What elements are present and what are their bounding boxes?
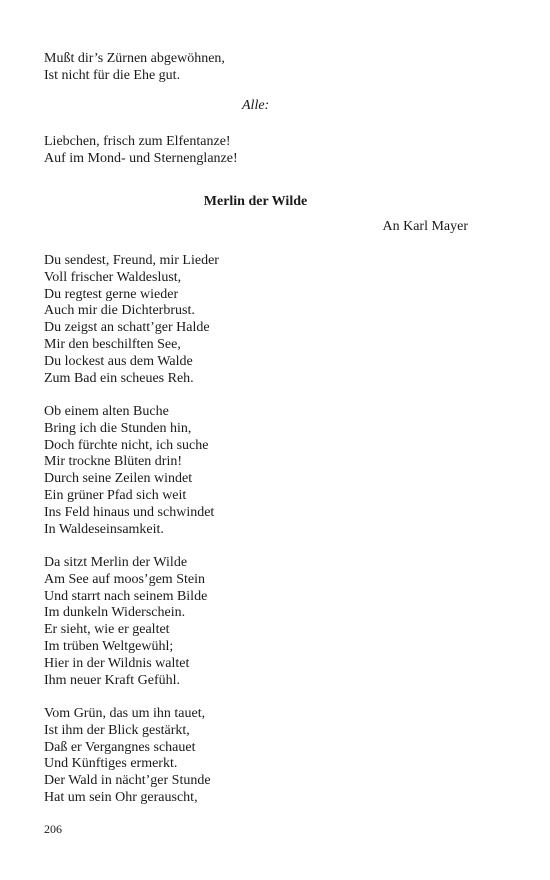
chorus-stanza <box>44 134 238 168</box>
verse-line: Hier in der Wildnis waltet <box>44 655 190 671</box>
verse-line: Auch mir die Dichterbrust. <box>44 303 195 319</box>
poem-stanza-3 <box>44 555 207 689</box>
verse-line: Ihm neuer Kraft Gefühl. <box>44 672 181 688</box>
page-number: 206 <box>44 822 62 836</box>
verse-line: Ob einem alten Buche <box>44 404 169 419</box>
verse-line: Bring ich die Stunden hin, <box>44 420 192 436</box>
verse-line: Du regtest gerne wieder <box>44 286 179 302</box>
verse-line: Voll frischer Waldeslust, <box>44 269 182 285</box>
verse-line: Vom Grün, das um ihn tauet, <box>44 706 206 721</box>
verse-line: Er sieht, wie er gealtet <box>44 622 170 638</box>
verse-line: Und Künftiges ermerkt. <box>44 756 178 772</box>
verse-line: Zum Bad ein scheues Reh. <box>44 370 194 386</box>
verse-line: Mußt dir’s Zürnen abgewöhnen, <box>44 51 225 66</box>
poem-stanza-2 <box>44 404 214 538</box>
intro-stanza <box>44 51 225 85</box>
verse-line: Im dunkeln Widerschein. <box>44 605 186 621</box>
verse-line: Mir trockne Blüten drin! <box>44 454 183 470</box>
poem-title: Merlin der Wilde <box>203 194 308 209</box>
verse-line: Der Wald in nächt’ger Stunde <box>44 773 211 789</box>
verse-line: Du zeigst an schatt’ger Halde <box>44 320 210 336</box>
verse-line: Am See auf moos’gem Stein <box>44 571 205 587</box>
verse-line: Ins Feld hinaus und schwindet <box>44 504 215 520</box>
verse-line: Und starrt nach seinem Bilde <box>44 588 208 604</box>
verse-line: Liebchen, frisch zum Elfentanze! <box>44 134 231 149</box>
verse-line: Du sendest, Freund, mir Lieder <box>44 253 219 268</box>
verse-line: Durch seine Zeilen windet <box>44 471 193 487</box>
verse-line: Auf im Mond- und Sternenglanze! <box>44 150 238 166</box>
verse-line: Ist nicht für die Ehe gut. <box>44 67 181 83</box>
verse-line: In Waldeseinsamkeit. <box>44 521 164 537</box>
verse-line: Da sitzt Merlin der Wilde <box>44 555 188 570</box>
verse-line: Du lockest aus dem Walde <box>44 353 193 369</box>
poem-stanza-1 <box>44 253 219 387</box>
poem-dedication: An Karl Mayer <box>382 219 468 234</box>
verse-line: Hat um sein Ohr gerauscht, <box>44 789 198 805</box>
poem-stanza-4 <box>44 706 211 807</box>
speaker-label: Alle: <box>242 98 270 113</box>
verse-line: Im trüben Weltgewühl; <box>44 638 174 654</box>
verse-line: Ein grüner Pfad sich weit <box>44 487 187 503</box>
verse-line: Mir den beschilften See, <box>44 336 181 352</box>
verse-line: Doch fürchte nicht, ich suche <box>44 437 209 453</box>
verse-line: Ist ihm der Blick gestärkt, <box>44 722 190 738</box>
verse-line: Daß er Vergangnes schauet <box>44 739 196 755</box>
